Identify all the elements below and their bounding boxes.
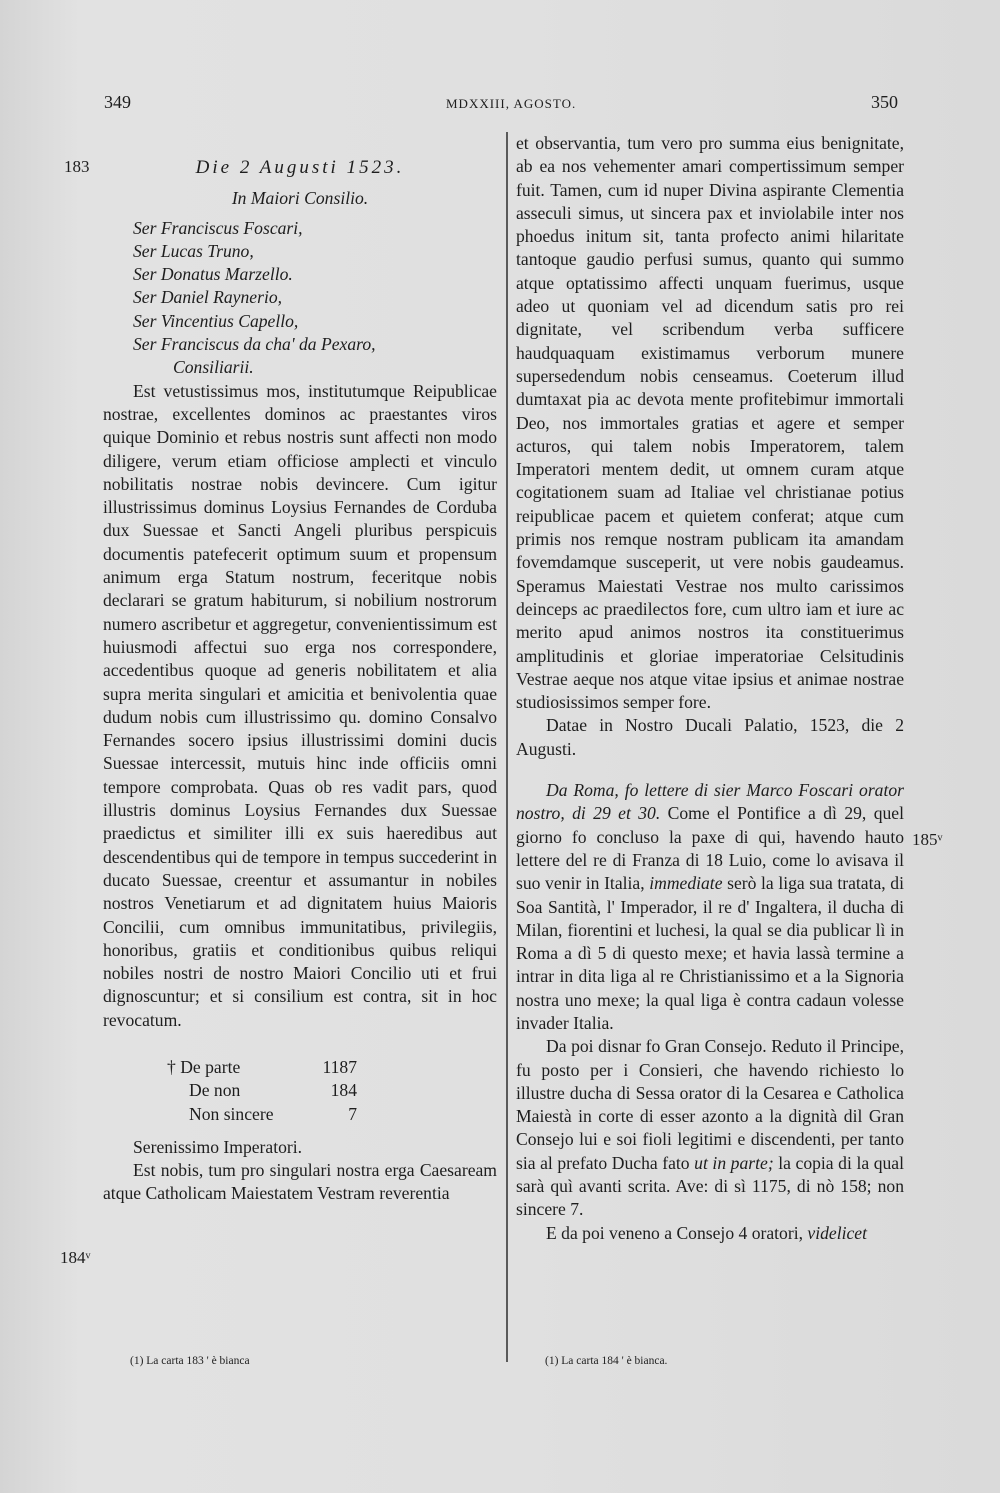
vote-row: De non 184 (189, 1080, 357, 1101)
left-column (103, 156, 497, 1206)
column-divider (506, 132, 508, 1362)
councillor-name: Ser Franciscus Foscari, (133, 217, 303, 238)
left-page-number: 349 (104, 92, 131, 112)
councillor-name: Ser Daniel Raynerio, (133, 287, 283, 308)
letter-dateline: Datae in Nostro Ducali Palatio, 1523, die 2 Augusti. (516, 715, 904, 759)
councillor-name: Ser Vincentius Capello, (133, 310, 299, 331)
councillor-name: Ser Franciscus da cha' da Pexaro, (133, 334, 376, 355)
margin-note-184v: 184ᵛ (60, 1248, 91, 1267)
oratori-paragraph: E da poi veneno a Consejo 4 oratori, videlicet (546, 1222, 867, 1243)
vote-row: † De parte 1187 (167, 1056, 357, 1077)
consiliarii-label: Consiliarii. (173, 357, 254, 378)
vote-tally (167, 1056, 497, 1126)
right-page-number: 350 (871, 92, 898, 112)
footnote-right: (1) La carta 184 ' è bianca. (545, 1355, 668, 1367)
letter-text-continued: et observantia, tum vero pro summa eius benignitate, ab ea nos vehementer amari compertissimum semper fuit. Tamen, cum id nuper Divina aspirante Clementia asseculi simus, ut sincera pax et inviolabile inter nos phoedus initum sit, tanta profecto animi hilaritate tantoque gaudio perfusi sumus, quanto qui summo atque optatissimo affecti unquam fuerimus, usque adeo ut quoniam vel ad dicendum satis pro rei dignitate, vel scribendum verba sufficere haudquaquam existimamus verborum munere supersedendum nobis censeamus. Coeterum illud dumtaxat pia ac devota mente profitebimur immortali Deo, nos immortales gratias et agere et semper acturos, qui talem nobis Imperatorem, talem Imperatori mentem dedit, ut omnem curam atque cogitationem suam ad Italiae vel christianae potius reipublicae pacem et quietem conferat; atque cum primis nos remque nostram publicam ita amandam fovemdamque susceperit, ut vere nobis gaudeamus. Speramus Maiestati Vestrae nos multo carissimos deinceps ac praedilectos fore, cum ultro iam et iure ac merito apud animos nostros ita constituerimus amplitudinis et gloriae imperatoriae Celsitudinis Vestrae aeque nos atque vitae ipsius et animae nostrae studiosissimos semper fore. (516, 133, 904, 713)
running-header: MDXXIII, AGOSTO. (446, 96, 577, 111)
council-heading: In Maiori Consilio. (231, 188, 369, 209)
footnote-left: (1) La carta 183 ' è bianca (130, 1355, 250, 1367)
decree-text: Est vetustissimus mos, institutumque Reipublicae nostrae, excellentes dominos ac praestantes viros quique Dominio et rebus nostris sunt affecti non modo diligere, verum etiam officiose amplecti et vinculo nobilitatis nostrae nobis devincere. Cum igitur illustrissimus dominus Loysius Fernandes de Corduba dux Suessae et Sancti Angeli pluribus perspicuis documentis patefecerit optimum suum et propensum animum erga Statum nostrum, feceritque nobis declarari se gratum habiturum, si nobilium nostrorum numero ascribetur et aggregetur, convenientissimum est huiusmodi affectui suo erga nos correspondere, accedentibus quoque ad generis nobilitatem et alia supra merita singulari et amicitia et benivolentia quae dudum nobis cum illustrissimo qu. domino Consalvo Fernandes socero ipsius illustrissimi domini ducis Suessae intercessit, mutuis hinc inde officiis omni tempore comprobata. Quas ob res vadit pars, quod illustris dominus Loysius Fernandes dux Suessae praedictus et similiter illi ex suis haeredibus aut descendentibus qui de tempore in tempus succederint in ducato Suessae, creentur et assumantur in nobiles nostros Venetiarum et ad dignitatem huius Maioris Concilii, cum omnibus immunitatibus, privilegiis, honoribus, gratiis et conditionibus quibus reliqui nobiles nostri de nostro Maiori Concilio uti et frui dignoscuntur; et si consilium est contra, sit in hoc revocatum. (103, 380, 497, 1030)
councillor-list (103, 217, 497, 380)
gran-consejo-paragraph: Da poi disnar fo Gran Consejo. Reduto il Principe, fu posto per i Consieri, che havendo richiesto lo illustre ducha di Sessa orator di la Cesarea e Catholica Maiestà in corte di esser azonto a la dignità dil Gran Consejo lui e soi fioli legitimi e discendenti, per tanto sia al prefato Ducha fato ut in parte; la copia di la qual sarà quì avanti scrita. Ave: di sì 1175, di nò 158; non sincere 7. (516, 1036, 904, 1220)
session-date: Die 2 Augusti 1523. (195, 157, 405, 178)
vote-row: Non sincere 7 (189, 1103, 357, 1124)
councillor-name: Ser Lucas Truno, (133, 240, 254, 261)
councillor-name: Ser Donatus Marzello. (133, 264, 293, 285)
margin-note-183: 183 (64, 157, 90, 176)
right-column (516, 132, 904, 1245)
rome-letter-paragraph: Da Roma, fo lettere di sier Marco Foscari orator nostro, di 29 et 30. Come el Pontifice a dì 29, quel giorno fo concluso la paxe di qui, havendo hauto lettere del re di Franza di 18 Luio, come lo avisava il suo venir in Italia, immediate serò la liga sua tratata, di Soa Santità, l' Imperador, il re d' Ingaltera, il ducha di Milan, fiorentini et luchesi, la qual se dia publicar lì in Roma a dì 5 di questo mexe; et havia lassà termine a intrar in dita liga al re Christianissimo et a la Signoria nostra uno mexe; la qual liga è contra cadaun volesse invader Italia. (516, 780, 904, 1033)
letter-text-start: Est nobis, tum pro singulari nostra erga Caesaream atque Catholicam Maiestatem Vestram reverentia (103, 1160, 497, 1204)
letter-address: Serenissimo Imperatori. (133, 1136, 303, 1157)
margin-note-185v: 185ᵛ (912, 830, 943, 849)
